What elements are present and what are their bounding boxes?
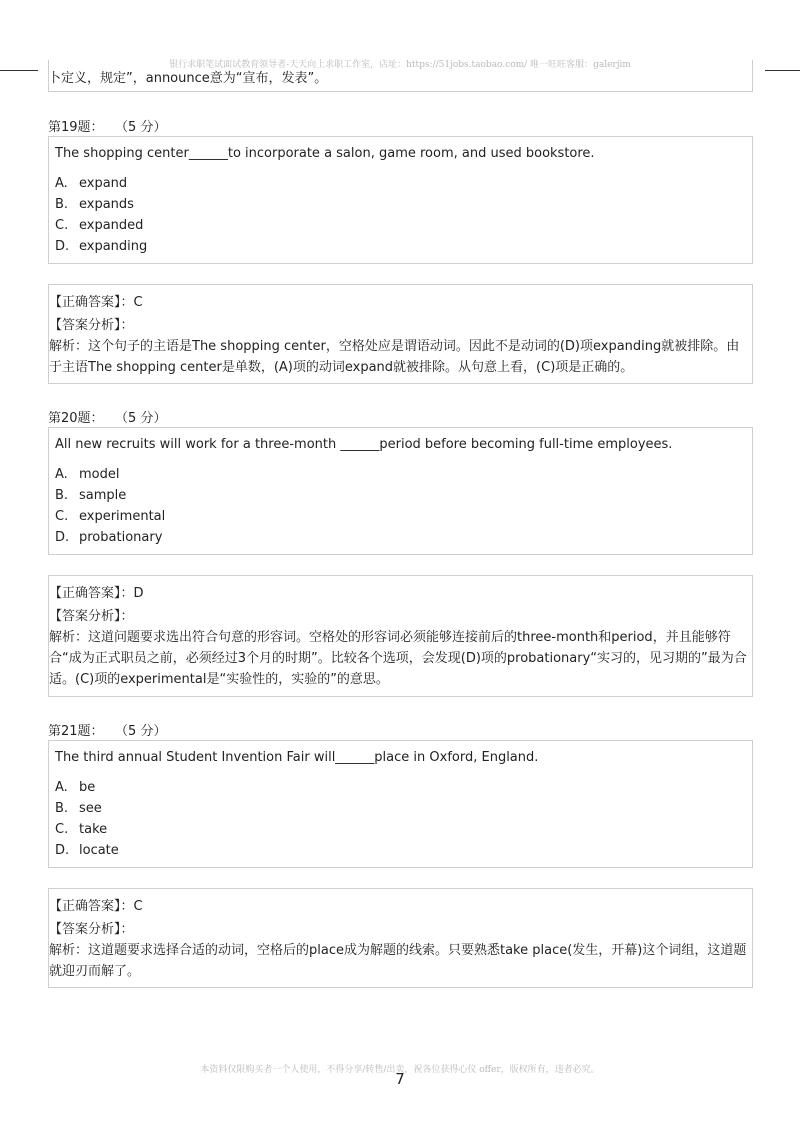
correct-answer-value: D	[133, 586, 144, 601]
question-score: （5 分）	[121, 120, 167, 135]
option-a	[55, 176, 127, 191]
correct-answer-label: 【正确答案】：	[49, 899, 134, 914]
question-number: 第19题：	[48, 120, 104, 135]
question-stem: All new recruits will work for a three-month ______period before becoming full-time employees.	[55, 437, 673, 452]
option-a	[55, 780, 95, 795]
correct-answer-row	[49, 291, 143, 310]
option-c	[55, 218, 143, 233]
question-stem: The third annual Student Invention Fair will______place in Oxford, England.	[55, 750, 539, 765]
question-box	[48, 136, 753, 264]
correct-answer-row	[49, 582, 144, 601]
option-letter: A.	[55, 780, 68, 795]
analysis-label: 【答案分析】：	[49, 609, 134, 624]
prev-analysis-box	[48, 60, 753, 92]
option-letter: D.	[55, 239, 70, 254]
option-a	[55, 467, 119, 482]
option-letter: A.	[55, 467, 68, 482]
option-b	[55, 801, 102, 816]
option-letter: A.	[55, 176, 68, 191]
option-letter: D.	[55, 530, 70, 545]
option-b	[55, 197, 134, 212]
question-header	[48, 720, 166, 739]
edge-rule-left	[0, 70, 38, 71]
option-letter: C.	[55, 822, 69, 837]
question-number: 第21题：	[48, 724, 104, 739]
option-letter: C.	[55, 218, 69, 233]
question-score: （5 分）	[121, 411, 167, 426]
correct-answer-value: C	[133, 295, 143, 310]
question-header	[48, 116, 166, 135]
option-text: expanded	[79, 218, 144, 233]
question-box	[48, 427, 753, 555]
correct-answer-row	[49, 895, 143, 914]
option-d	[55, 843, 119, 858]
page-number: 7	[395, 1070, 405, 1088]
question-score: （5 分）	[121, 724, 167, 739]
option-letter: B.	[55, 197, 69, 212]
question-box	[48, 740, 753, 868]
edge-rule-right	[765, 70, 800, 71]
option-text: experimental	[79, 509, 166, 524]
option-letter: B.	[55, 801, 69, 816]
option-letter: C.	[55, 509, 69, 524]
prev-analysis-tail: 卜定义，规定”，announce意为“宣布，发表”。	[48, 71, 328, 86]
option-text: sample	[79, 488, 127, 503]
option-text: model	[79, 467, 120, 482]
footer-watermark: 本资料仅限购买者一个人使用，不得分享/转售/出卖，祝各位获得心仪 offer，版权所有，违者必究。	[200, 1065, 600, 1075]
header-watermark: 银行求职笔试面试教育领导者-天天向上求职工作室，店址：https://51jobs.taobao.com/ 唯一旺旺客服：galerjim	[169, 60, 631, 70]
option-text: see	[79, 801, 102, 816]
analysis-label: 【答案分析】：	[49, 318, 134, 333]
option-b	[55, 488, 126, 503]
correct-answer-label: 【正确答案】：	[49, 295, 134, 310]
option-d	[55, 530, 162, 545]
option-letter: B.	[55, 488, 69, 503]
option-c	[55, 822, 107, 837]
answer-box	[48, 888, 753, 988]
option-d	[55, 239, 147, 254]
analysis-text: 解析：这道题要求选择合适的动词，空格后的place成为解题的线索。只要熟悉take place(发生，开幕)这个词组，这道题就迎刃而解了。	[49, 943, 747, 979]
option-text: take	[79, 822, 108, 837]
answer-box	[48, 284, 753, 384]
option-c	[55, 509, 165, 524]
option-text: expand	[79, 176, 128, 191]
option-letter: D.	[55, 843, 70, 858]
option-text: expands	[79, 197, 134, 212]
question-number: 第20题：	[48, 411, 104, 426]
analysis-label: 【答案分析】：	[49, 922, 134, 937]
correct-answer-value: C	[133, 899, 143, 914]
option-text: probationary	[79, 530, 163, 545]
analysis-text: 解析：这道问题要求选出符合句意的形容词。空格处的形容词必须能够连接前后的three-month和period，并且能够符合“成为正式职员之前，必须经过3个月的时期”。比较各个选项，会发现(D)项的probationary“实习的，见习期的”最为合适。(C)项的experimental是“实验性的，实验的”的意思。	[49, 630, 747, 687]
answer-box	[48, 575, 753, 697]
option-text: be	[79, 780, 96, 795]
question-stem: The shopping center______to incorporate a salon, game room, and used bookstore.	[55, 146, 595, 161]
analysis-text: 解析：这个句子的主语是The shopping center，空格处应是谓语动词。因此不是动词的(D)项expanding就被排除。由于主语The shopping center是单数，(A)项的动词expand就被排除。从句意上看，(C)项是正确的。	[49, 339, 740, 375]
option-text: expanding	[79, 239, 148, 254]
correct-answer-label: 【正确答案】：	[49, 586, 134, 601]
option-text: locate	[79, 843, 119, 858]
question-header	[48, 407, 166, 426]
